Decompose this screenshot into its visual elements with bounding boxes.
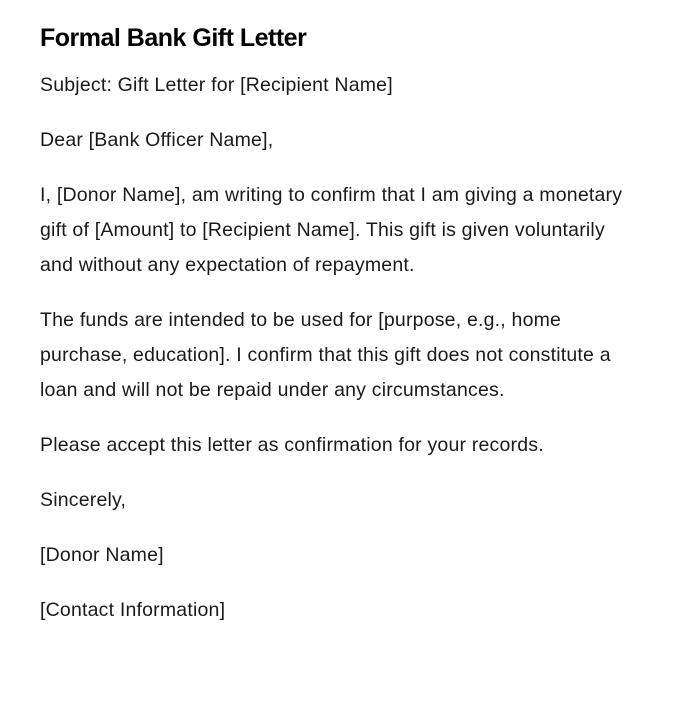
letter-document — [40, 24, 640, 648]
body-paragraph: The funds are intended to be used for [purpose, e.g., home purchase, education]. I confirm that this gift does not constitute a loan and will not be repaid under any circumstances. — [40, 309, 611, 401]
subject-line: Subject: Gift Letter for [Recipient Name] — [40, 74, 393, 96]
body-paragraph: Please accept this letter as confirmation for your records. — [40, 434, 544, 456]
closing: Sincerely, — [40, 489, 127, 511]
body-paragraph: I, [Donor Name], am writing to confirm that I am giving a monetary gift of [Amount] to [Recipient Name]. This gift is given voluntarily and without any expectation of repayment. — [40, 184, 623, 276]
page-title: Formal Bank Gift Letter — [40, 24, 307, 52]
salutation: Dear [Bank Officer Name], — [40, 129, 274, 151]
signature-name: [Donor Name] — [40, 544, 164, 566]
contact-information: [Contact Information] — [40, 599, 226, 621]
